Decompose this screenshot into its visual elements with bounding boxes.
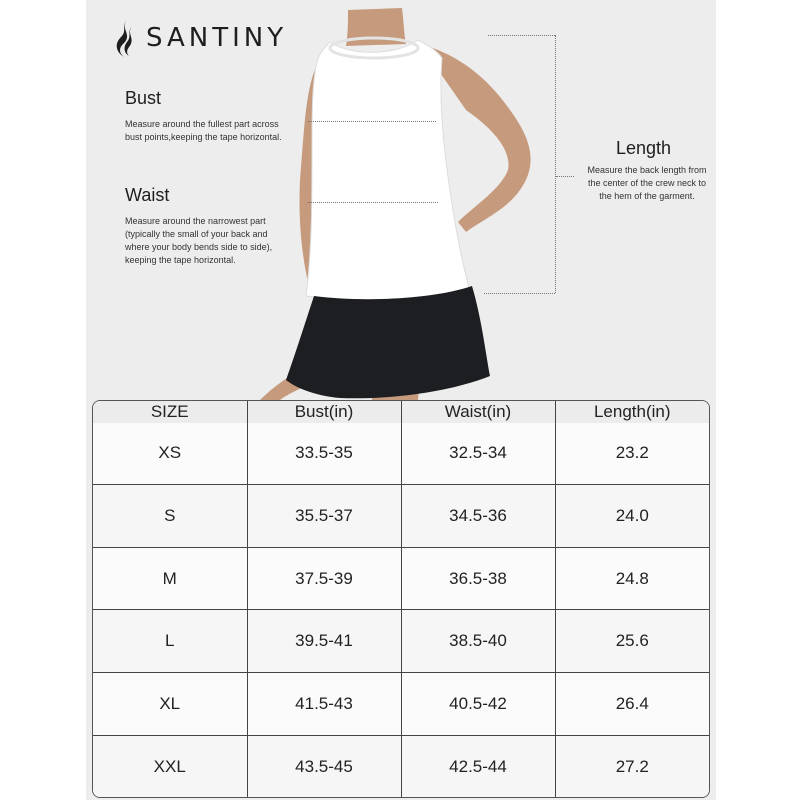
size-cell: XL (93, 673, 247, 736)
length-desc-line: the hem of the garment. (599, 191, 695, 201)
table-row (93, 423, 709, 484)
brand-name: SANTINY (146, 23, 288, 53)
length-heading: Length (616, 138, 672, 158)
bust-cell: 35.5-37 (247, 484, 401, 547)
santiny-flame-icon (114, 18, 138, 58)
waist-desc-line: where your body bends side to side), (125, 242, 273, 252)
table-row (93, 484, 709, 547)
size-cell: S (93, 484, 247, 547)
size-chart-table (92, 400, 710, 798)
length-bottom-line (484, 293, 555, 294)
waist-cell: 42.5-44 (401, 736, 555, 797)
bust-desc-line: bust points,keeping the tape horizontal. (125, 132, 282, 142)
waist-heading: Waist (125, 185, 170, 205)
size-cell: XXL (93, 736, 247, 797)
bust-measure-line (308, 121, 436, 122)
bust-heading: Bust (125, 88, 162, 108)
length-cell: 26.4 (555, 673, 709, 736)
length-top-line (488, 35, 555, 36)
bust-cell: 43.5-45 (247, 736, 401, 797)
bust-cell: 41.5-43 (247, 673, 401, 736)
bust-cell: 39.5-41 (247, 610, 401, 673)
waist-cell: 40.5-42 (401, 673, 555, 736)
length-cell: 24.8 (555, 547, 709, 610)
header-bust: Bust(in) (247, 401, 401, 423)
bust-description (125, 118, 282, 144)
size-cell: XS (93, 423, 247, 484)
bust-desc-line: Measure around the fullest part across (125, 119, 279, 129)
waist-desc-line: (typically the small of your back and (125, 229, 268, 239)
table-row (93, 610, 709, 673)
header-waist: Waist(in) (401, 401, 555, 423)
length-pointer-line (556, 176, 574, 177)
length-desc-line: Measure the back length from (587, 165, 707, 175)
waist-cell: 32.5-34 (401, 423, 555, 484)
length-description (582, 164, 712, 203)
header-size: SIZE (93, 401, 247, 423)
size-cell: M (93, 547, 247, 610)
waist-cell: 34.5-36 (401, 484, 555, 547)
length-cell: 23.2 (555, 423, 709, 484)
length-desc-line: the center of the crew neck to (587, 178, 707, 188)
length-cell: 24.0 (555, 484, 709, 547)
header-length: Length(in) (555, 401, 709, 423)
waist-description (125, 215, 272, 267)
waist-cell: 38.5-40 (401, 610, 555, 673)
length-cell: 25.6 (555, 610, 709, 673)
bust-cell: 33.5-35 (247, 423, 401, 484)
waist-cell: 36.5-38 (401, 547, 555, 610)
model-figure (220, 0, 580, 400)
bust-cell: 37.5-39 (247, 547, 401, 610)
length-cell: 27.2 (555, 736, 709, 797)
waist-desc-line: Measure around the narrowest part (125, 216, 266, 226)
size-cell: L (93, 610, 247, 673)
waist-measure-line (308, 202, 438, 203)
table-row (93, 547, 709, 610)
table-row (93, 736, 709, 797)
table-header-row (93, 401, 709, 423)
table-row (93, 673, 709, 736)
waist-desc-line: keeping the tape horizontal. (125, 255, 236, 265)
length-vertical-line (555, 35, 556, 293)
